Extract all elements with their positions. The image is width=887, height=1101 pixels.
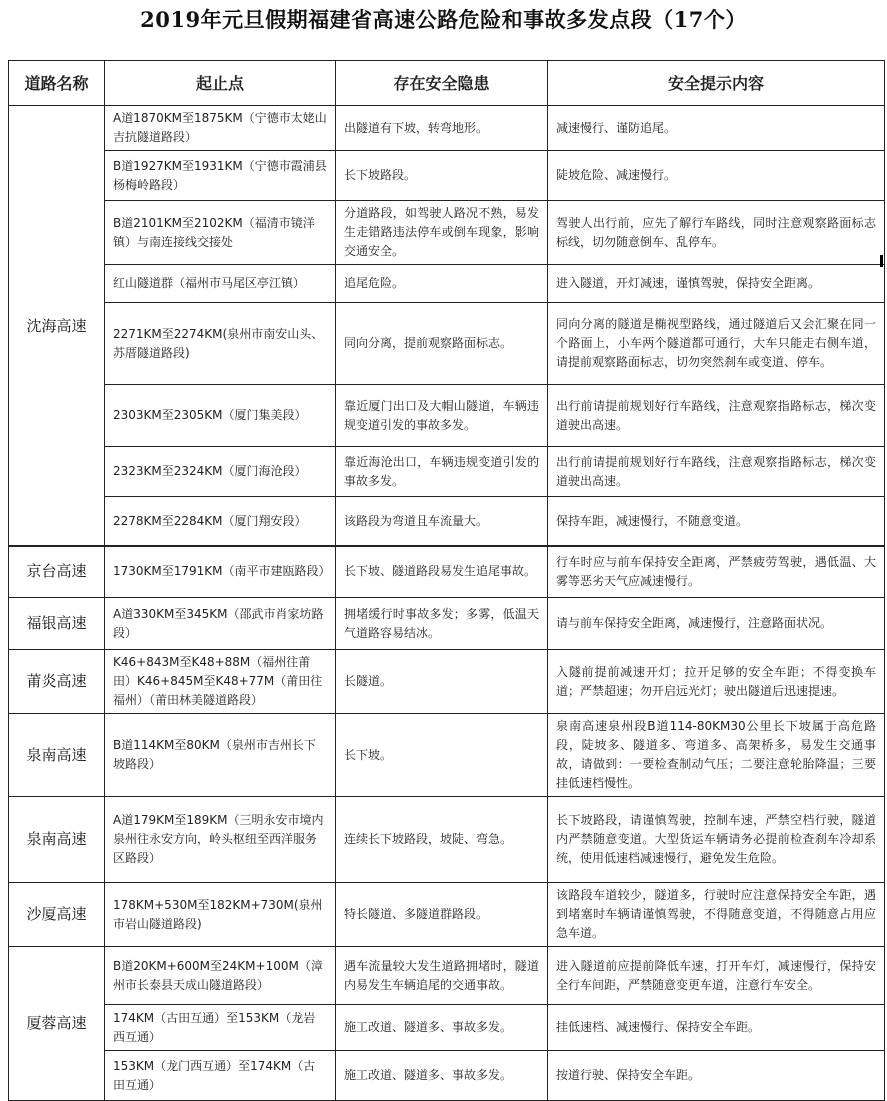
tip-cell: 挂低速档、减速慢行、保持安全车距。 (548, 1005, 885, 1051)
hazard-table-part-1 (8, 60, 885, 547)
range-cell: 2278KM至2284KM（厦门翔安段） (105, 497, 336, 547)
hazard-cell: 长下坡、隧道路段易发生追尾事故。 (336, 546, 548, 598)
document-title: 2019年元旦假期福建省高速公路危险和事故多发点段（17个） (140, 7, 747, 32)
range-cell: B道20KM+600M至24KM+100M（漳州市长泰县天成山隧道路段） (105, 947, 336, 1005)
hazard-cell: 连续长下坡路段，坡陡、弯急。 (336, 797, 548, 883)
road-name-cell: 沈海高速 (9, 106, 105, 547)
tip-cell: 按道行驶、保持安全车距。 (548, 1051, 885, 1101)
tip-cell: 进入隧道前应提前降低车速，打开车灯，减速慢行，保持安全行车间距，严禁随意变更车道，注意行车安全。 (548, 947, 885, 1005)
hazard-cell: 长下坡路段。 (336, 151, 548, 201)
hazard-cell: 施工改道、隧道多、事故多发。 (336, 1005, 548, 1051)
table-row (9, 303, 885, 385)
road-name-cell: 厦蓉高速 (9, 947, 105, 1101)
table-row (9, 151, 885, 201)
table-row (9, 385, 885, 447)
table-row (9, 106, 885, 151)
range-cell: A道179KM至189KM（三明永安市境内泉州往永安方向，岭头枢纽至西洋服务区路段） (105, 797, 336, 883)
header-range: 起止点 (105, 61, 336, 106)
header-hazard: 存在安全隐患 (336, 61, 548, 106)
road-name-cell: 泉南高速 (9, 714, 105, 797)
tip-cell: 减速慢行、谨防追尾。 (548, 106, 885, 151)
range-cell: 红山隧道群（福州市马尾区亭江镇） (105, 265, 336, 303)
road-name-cell: 泉南高速 (9, 797, 105, 883)
road-name-cell: 京台高速 (9, 546, 105, 598)
page-edge-mark (880, 255, 883, 267)
hazard-cell: 施工改道、隧道多、事故多发。 (336, 1051, 548, 1101)
tip-cell: 进入隧道，开灯减速，谨慎驾驶，保持安全距离。 (548, 265, 885, 303)
table-row (9, 546, 885, 598)
tip-cell: 请与前车保持安全距离，减速慢行，注意路面状况。 (548, 598, 885, 650)
road-name-cell: 沙厦高速 (9, 883, 105, 947)
range-cell: 2271KM至2274KM(泉州市南安山头、苏厝隧道路段) (105, 303, 336, 385)
table-row (9, 497, 885, 547)
tip-cell: 驾驶人出行前，应先了解行车路线，同时注意观察路面标志标线，切勿随意倒车、乱停车。 (548, 201, 885, 265)
table-row (9, 265, 885, 303)
hazard-cell: 分道路段，如驾驶人路况不熟，易发生走错路违法停车或倒车现象，影响交通安全。 (336, 201, 548, 265)
range-cell: B道1927KM至1931KM（宁德市霞浦县杨梅岭路段） (105, 151, 336, 201)
hazard-table-part-2 (8, 545, 885, 1101)
table-row (9, 447, 885, 497)
range-cell: 153KM（龙门西互通）至174KM（古田互通） (105, 1051, 336, 1101)
tip-cell: 出行前请提前规划好行车路线，注意观察指路标志，梯次变道驶出高速。 (548, 385, 885, 447)
tip-cell: 入隧前提前减速开灯；拉开足够的安全车距；不得变换车道；严禁超速；勿开启远光灯；驶出隧道后迅速提速。 (548, 650, 885, 714)
table-row (9, 797, 885, 883)
range-cell: 174KM（古田互通）至153KM（龙岩西互通） (105, 1005, 336, 1051)
table-row (9, 598, 885, 650)
range-cell: 2323KM至2324KM（厦门海沧段） (105, 447, 336, 497)
hazard-cell: 追尾危险。 (336, 265, 548, 303)
tip-cell: 泉南高速泉州段B道114-80KM30公里长下坡属于高危路段，陡坡多、隧道多、弯道多、高架桥多，易发生交通事故，请做到：一要检查制动气压；二要注意轮胎降温；三要挂低速档慢性。 (548, 714, 885, 797)
range-cell: 1730KM至1791KM（南平市建瓯路段） (105, 546, 336, 598)
range-cell: 2303KM至2305KM（厦门集美段） (105, 385, 336, 447)
hazard-cell: 该路段为弯道且车流量大。 (336, 497, 548, 547)
range-cell: K46+843M至K48+88M（福州往莆田）K46+845M至K48+77M（莆田往福州）（莆田林美隧道路段） (105, 650, 336, 714)
table-header-row (9, 61, 885, 106)
tip-cell: 出行前请提前规划好行车路线，注意观察指路标志，梯次变道驶出高速。 (548, 447, 885, 497)
range-cell: B道2101KM至2102KM（福清市镜洋镇）与南连接线交接处 (105, 201, 336, 265)
hazard-cell: 遇车流量较大发生道路拥堵时，隧道内易发生车辆追尾的交通事故。 (336, 947, 548, 1005)
table-row (9, 1051, 885, 1101)
table-row (9, 201, 885, 265)
tip-cell: 该路段车道较少，隧道多，行驶时应注意保持安全车距，遇到堵塞时车辆请谨慎驾驶，不得随意变道，不得随意占用应急车道。 (548, 883, 885, 947)
tip-cell: 行车时应与前车保持安全距离，严禁疲劳驾驶，遇低温、大雾等恶劣天气应减速慢行。 (548, 546, 885, 598)
range-cell: A道330KM至345KM（邵武市肖家坊路段） (105, 598, 336, 650)
hazard-cell: 拥堵缓行时事故多发；多雾，低温天气道路容易结冰。 (336, 598, 548, 650)
hazard-cell: 同向分离，提前观察路面标志。 (336, 303, 548, 385)
tip-cell: 长下坡路段，请谨慎驾驶，控制车速，严禁空档行驶，隧道内严禁随意变道。大型货运车辆请务必提前检查刹车冷却系统，使用低速档减速慢行，避免发生危险。 (548, 797, 885, 883)
table-row (9, 714, 885, 797)
range-cell: B道114KM至80KM（泉州市吉州长下坡路段） (105, 714, 336, 797)
hazard-cell: 特长隧道、多隧道群路段。 (336, 883, 548, 947)
road-name-cell: 福银高速 (9, 598, 105, 650)
range-cell: 178KM+530M至182KM+730M(泉州市岩山隧道路段) (105, 883, 336, 947)
hazard-cell: 长下坡。 (336, 714, 548, 797)
header-road-name: 道路名称 (9, 61, 105, 106)
header-tip: 安全提示内容 (548, 61, 885, 106)
hazard-cell: 靠近海沧出口，车辆违规变道引发的事故多发。 (336, 447, 548, 497)
road-name-cell: 莆炎高速 (9, 650, 105, 714)
hazard-cell: 出隧道有下坡，转弯地形。 (336, 106, 548, 151)
table-row (9, 883, 885, 947)
tip-cell: 同向分离的隧道是椭视型路线，通过隧道后又会汇聚在同一个路面上，小车两个隧道都可通行，大车只能走右侧车道，请提前观察路面标志，切勿突然刹车或变道、停车。 (548, 303, 885, 385)
table-row (9, 947, 885, 1005)
hazard-cell: 靠近厦门出口及大帽山隧道，车辆违规变道引发的事故多发。 (336, 385, 548, 447)
hazard-cell: 长隧道。 (336, 650, 548, 714)
table-row (9, 650, 885, 714)
tip-cell: 陡坡危险、减速慢行。 (548, 151, 885, 201)
range-cell: A道1870KM至1875KM（宁德市太姥山吉抗隧道路段） (105, 106, 336, 151)
table-row (9, 1005, 885, 1051)
tip-cell: 保持车距，减速慢行，不随意变道。 (548, 497, 885, 547)
